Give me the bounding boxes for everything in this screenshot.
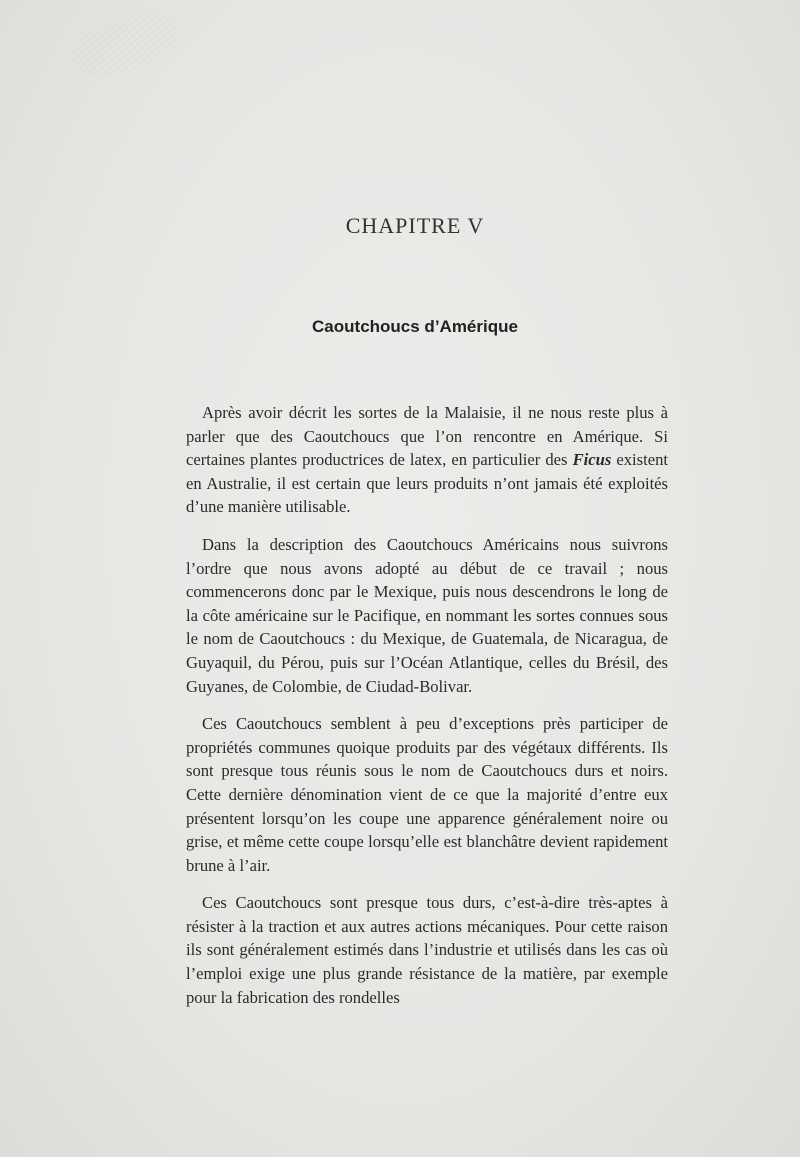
paragraph-3: Ces Caoutchoucs semblent à peu d’exceptions près participer de propriétés communes quoique produits par des végétaux différents. Ils sont presque tous réunis sous le nom de Caoutchoucs durs et noirs. Cette dernière dénomination vient de ce que la majorité d’entre eux présentent lorsqu’on les coupe une apparence généralement noire ou grise, et même cette coupe lorsqu’elle est blanchâtre devient rapidement brune à l’air.: [186, 714, 668, 875]
paragraph-4: Ces Caoutchoucs sont presque tous durs, c’est-à-dire très-aptes à résister à la traction et aux autres actions mécaniques. Pour cette raison ils sont généralement estimés dans l’industrie et utilisés dans les cas où l’emploi exige une plus grande résistance de la matière, par exemple pour la fabrication des rondelles: [186, 893, 668, 1007]
chapter-title: CHAPITRE V: [345, 213, 485, 238]
body-text: [186, 401, 668, 1023]
paragraph-1-italic-term: Ficus: [572, 450, 612, 470]
page-smudge: [65, 3, 185, 88]
paragraph-1: [186, 401, 668, 519]
section-title: Caoutchoucs d’Amérique: [312, 317, 518, 336]
paragraph-2: Dans la description des Caoutchoucs Américains nous suivrons l’ordre que nous avons adopté au début de ce travail ; nous commencerons donc par le Mexique, puis nous descendrons le long de la côte américaine sur le Pacifique, en nommant les sortes connues sous le nom de Caoutchoucs : du Mexique, de Guatemala, de Nicaragua, de Guyaquil, du Pérou, puis sur l’Océan Atlantique, celles du Brésil, des Guyanes, de Colombie, de Ciudad-Bolivar.: [186, 534, 668, 696]
paragraph-1-start: Après avoir décrit les sortes de la Malaisie, il ne nous reste plus à parler que des Caoutchoucs que l’on rencontre en Amérique. Si certaines plantes productrices de latex, en particulier des: [186, 403, 668, 470]
paragraph-1-end: existent en Australie, il est certain que leurs produits n’ont jamais été exploités d’une manière utilisable.: [186, 450, 668, 517]
